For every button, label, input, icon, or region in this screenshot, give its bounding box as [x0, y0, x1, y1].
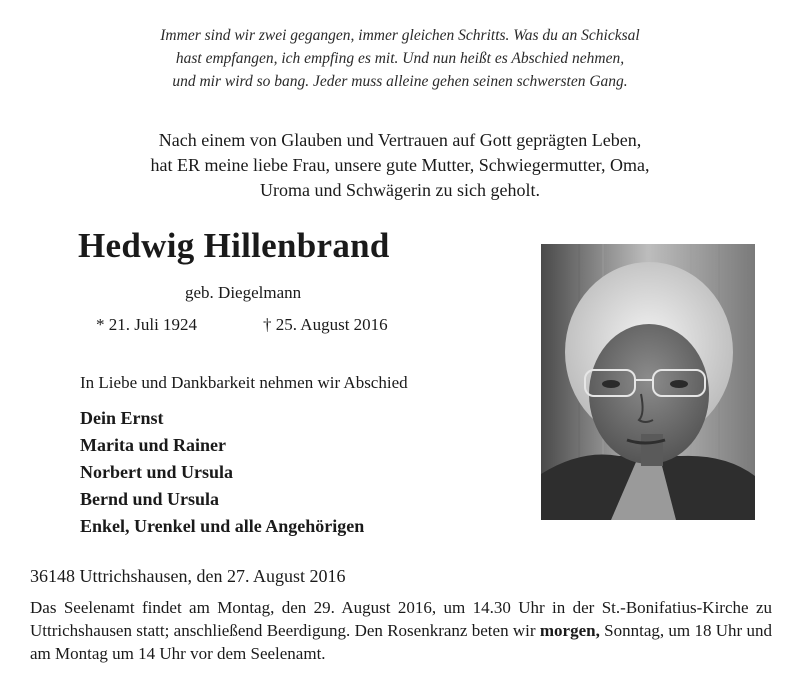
- poem-line: hast empfangen, ich empfing es mit. Und nun heißt es Abschied nehmen,: [175, 50, 625, 67]
- mourners-list: [80, 405, 364, 540]
- service-notice: [30, 596, 772, 665]
- intro-text: [60, 128, 740, 203]
- poem-line: und mir wird so bang. Jeder muss alleine gehen seinen schwersten Gang.: [172, 73, 628, 90]
- birth-name: geb. Diegelmann: [185, 283, 302, 302]
- notice-text: Das Seelenamt findet am Montag, den 29. August 2016, um 14.30 Uhr in der St.-Bonifatius-Kirche zu Uttrichshausen statt; anschließend Beerdigung. Den Rosenkranz beten wir: [30, 598, 772, 640]
- poem-line: Immer sind wir zwei gegangen, immer gleichen Schritts. Was du an Schicksal: [160, 27, 640, 44]
- place-and-date: 36148 Uttrichshausen, den 27. August 2016: [30, 566, 346, 586]
- farewell-text: In Liebe und Dankbarkeit nehmen wir Abschied: [80, 373, 408, 392]
- mourner-item: Dein Ernst: [80, 408, 164, 428]
- portrait-photo: [541, 244, 755, 520]
- intro-line: Nach einem von Glauben und Vertrauen auf Gott geprägten Leben,: [158, 130, 642, 150]
- mourner-item: Enkel, Urenkel und alle Angehörigen: [80, 516, 365, 536]
- poem-verse: [60, 24, 740, 93]
- deceased-name: Hedwig Hillenbrand: [78, 226, 390, 265]
- notice-emphasis: morgen,: [539, 621, 600, 640]
- mourner-item: Norbert und Ursula: [80, 462, 234, 482]
- notice-text: Sonntag, um 18 Uhr und am Montag um 14 Uhr vor dem Seelenamt.: [30, 621, 773, 663]
- intro-line: Uroma und Schwägerin zu sich geholt.: [260, 180, 540, 200]
- mourner-item: Bernd und Ursula: [80, 489, 220, 509]
- intro-line: hat ER meine liebe Frau, unsere gute Mutter, Schwiegermutter, Oma,: [150, 155, 650, 175]
- mourner-item: Marita und Rainer: [80, 435, 226, 455]
- birth-date: * 21. Juli 1924: [96, 315, 198, 334]
- death-date: † 25. August 2016: [263, 315, 388, 334]
